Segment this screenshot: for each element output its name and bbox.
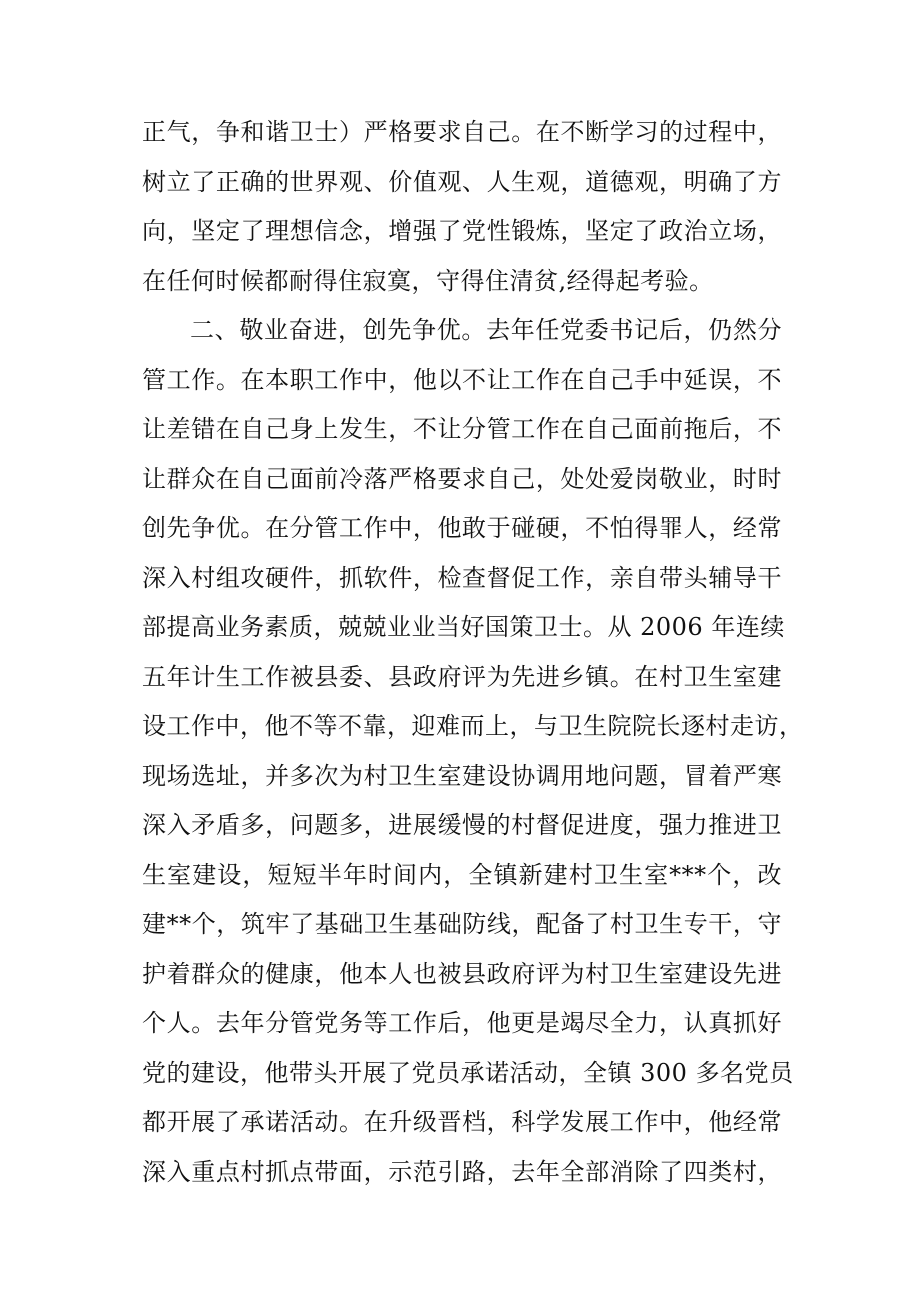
text-line: 党的建设，他带头开展了党员承诺活动，全镇 300 多名党员 [142,1058,794,1087]
paragraph-start-line: 二、敬业奋进，创先争优。去年任党委书记后，仍然分 [190,316,782,344]
text-line: 建**个，筑牢了基础卫生基础防线，配备了村卫生专干，守 [142,910,782,938]
text-line: 管工作。在本职工作中，他以不让工作在自己手中延误，不 [142,365,782,394]
text-line: 个人。去年分管党务等工作后，他更是竭尽全力，认真抓好 [142,1009,782,1037]
text-line: 护着群众的健康，他本人也被县政府评为村卫生室建设先进 [142,959,782,988]
text-line: 让群众在自己面前冷落严格要求自己，处处爱岗敬业，时时 [142,464,782,493]
text-line: 深入重点村抓点带面，示范引路，去年全部消除了四类村， [142,1157,782,1186]
text-line: 深入矛盾多，问题多，进展缓慢的村督促进度，强力推进卫 [142,811,782,839]
text-line: 深入村组攻硬件，抓软件，检查督促工作，亲自带头辅导干 [142,563,782,592]
text-line: 设工作中，他不等不靠，迎难而上，与卫生院院长逐村走访， [142,712,804,740]
text-line: 创先争优。在分管工作中，他敢于碰硬，不怕得罪人，经常 [142,514,782,542]
text-line: 正气，争和谐卫士）严格要求自己。在不断学习的过程中， [142,118,782,146]
text-line: 部提高业务素质，兢兢业业当好国策卫士。从 2006 年连续 [142,613,785,641]
text-line: 现场选址，并多次为村卫生室建设协调用地问题，冒着严寒 [142,761,782,790]
text-line: 五年计生工作被县委、县政府评为先进乡镇。在村卫生室建 [142,662,782,691]
document-body [142,108,804,1197]
text-line: 树立了正确的世界观、价值观、人生观，道德观，明确了方 [142,167,782,196]
text-line: 让差错在自己身上发生，不让分管工作在自己面前拖后，不 [142,415,782,443]
text-line: 都开展了承诺活动。在升级晋档，科学发展工作中，他经常 [142,1108,782,1136]
text-line: 在任何时候都耐得住寂寞，守得住清贫,经得起考验。 [142,266,714,295]
text-line: 生室建设，短短半年时间内，全镇新建村卫生室***个，改 [142,860,782,889]
text-line: 向，坚定了理想信念，增强了党性锻炼，坚定了政治立场， [142,217,782,245]
